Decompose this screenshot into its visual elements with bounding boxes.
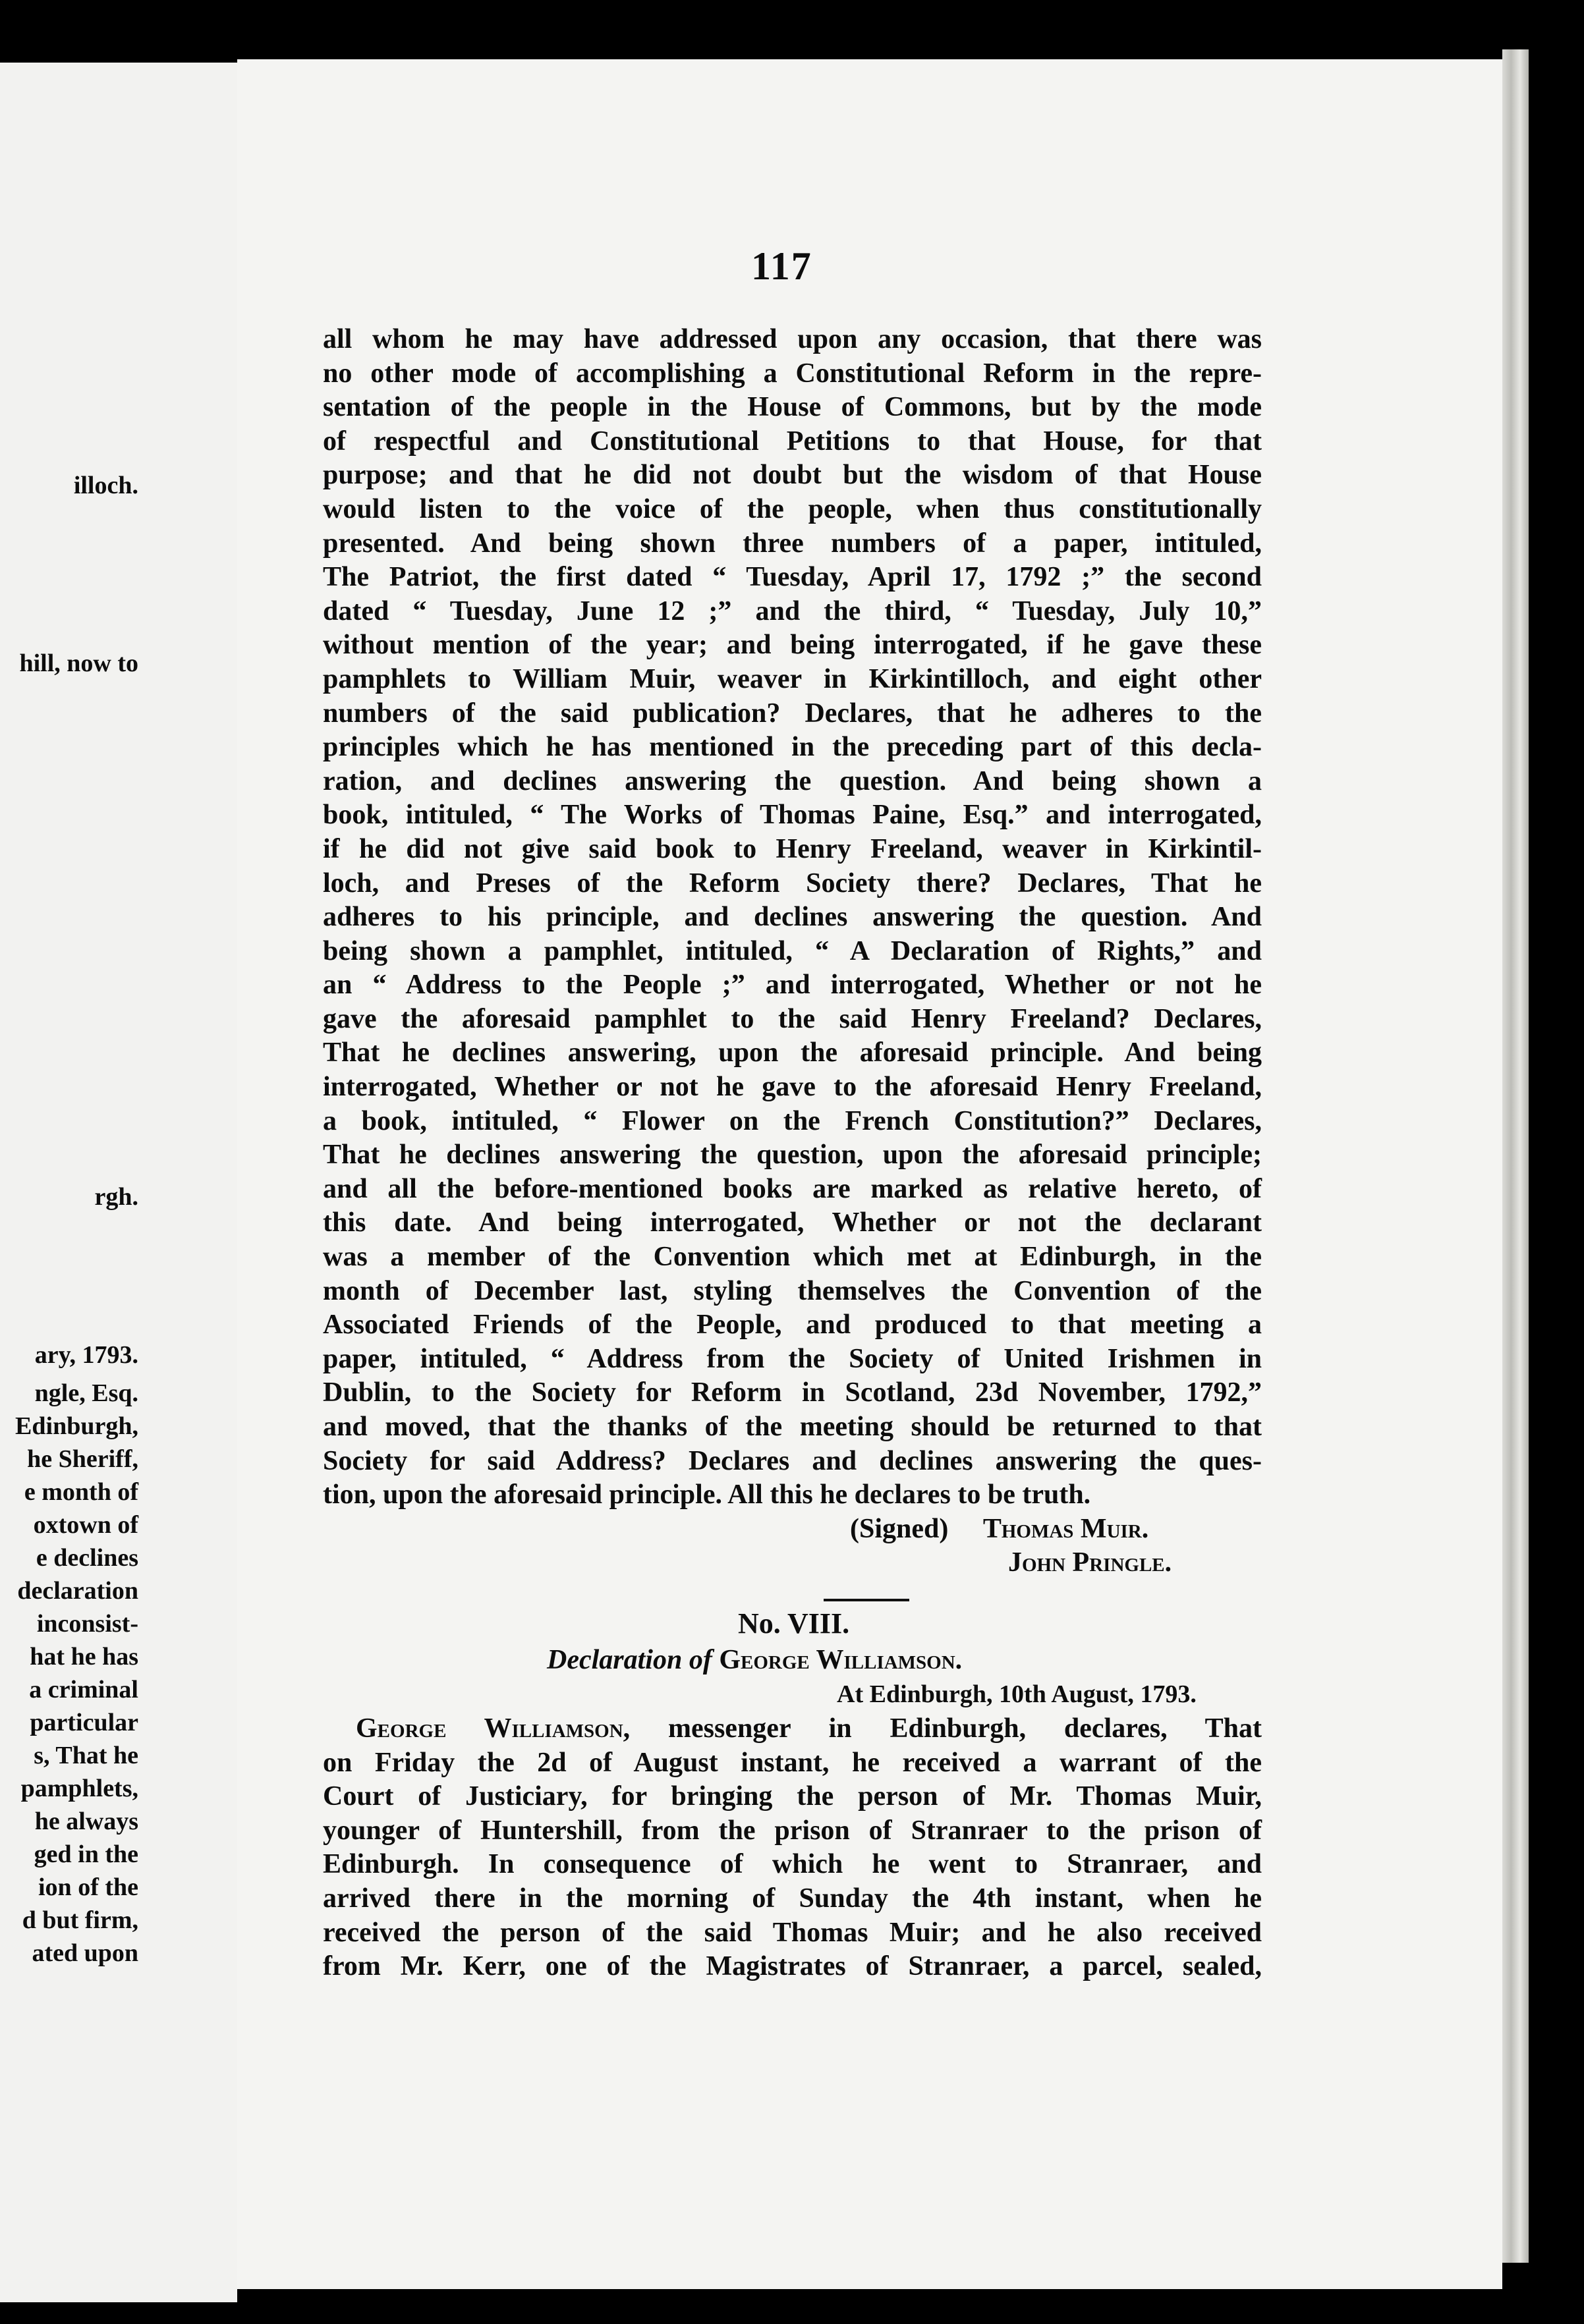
text-line: all whom he may have addressed upon any occasion, that there was [323, 324, 1262, 354]
text-line: sentation of the people in the House of Commons, but by the mode [323, 392, 1262, 423]
left-fragment: d but firm, [22, 1906, 138, 1934]
text-line: presented. And being shown three numbers of a paper, intituled, [323, 528, 1262, 559]
text-line: dated “ Tuesday, June 12 ;” and the third, “ Tuesday, July 10,” [323, 595, 1262, 626]
left-fragment: s, That he [34, 1742, 138, 1769]
left-fragment: declaration [17, 1577, 138, 1605]
text-line: book, intituled, “ The Works of Thomas Paine, Esq.” and interrogated, [323, 800, 1262, 831]
page-body [323, 323, 1262, 1984]
left-fragment: inconsist- [36, 1610, 138, 1638]
text-line: being shown a pamphlet, intituled, “ A Declaration of Rights,” and [323, 935, 1262, 966]
text-line: if he did not give said book to Henry Freeland, weaver in Kirkintil- [323, 833, 1262, 864]
left-fragment: ated upon [32, 1939, 138, 1967]
signatory-name: Thomas Muir. [982, 1513, 1149, 1544]
text-line: would listen to the voice of the people, when thus constitutionally [323, 493, 1262, 524]
text-line: no other mode of accomplishing a Constitutional Reform in the repre- [323, 358, 1262, 389]
text-line: Associated Friends of the People, and produced to that meeting a [323, 1310, 1262, 1341]
text-line: and all the before-mentioned books are marked as relative hereto, of [323, 1173, 1262, 1204]
left-fragment: e declines [36, 1544, 138, 1572]
left-fragment: he Sheriff, [27, 1445, 138, 1473]
left-fragment: ngle, Esq. [34, 1379, 138, 1407]
left-fragment: e month of [24, 1478, 138, 1506]
signature-line [323, 1546, 1262, 1580]
declaration-body-text [323, 323, 1262, 1512]
text-line: from Mr. Kerr, one of the Magistrates of Stranraer, a parcel, sealed, [323, 1951, 1262, 1982]
left-fragment: illoch. [73, 472, 138, 499]
text-line [323, 1712, 1262, 1746]
text-line: principles which he has mentioned in the preceding part of this decla- [323, 732, 1262, 763]
text-line: purpose; and that he did not doubt but the wisdom of that House [323, 460, 1262, 491]
left-fragment: ary, 1793. [34, 1341, 138, 1369]
text-line: pamphlets to William Muir, weaver in Kirkintilloch, and eight other [323, 663, 1262, 694]
signature-line [323, 1512, 1262, 1547]
declaration-title-italic: Declaration of [547, 1644, 712, 1675]
line-rest: messenger in Edinburgh, declares, That [667, 1713, 1262, 1744]
text-line: this date. And being interrogated, Whether or not the declarant [323, 1207, 1262, 1238]
page-number: 117 [751, 244, 812, 288]
text-line: Society for said Address? Declares and declines answering the ques- [323, 1445, 1262, 1476]
left-fragment: rgh. [94, 1183, 138, 1211]
text-line: month of December last, styling themselves the Convention of the [323, 1275, 1262, 1306]
text-line: on Friday the 2d of August instant, he received a warrant of the [323, 1747, 1262, 1778]
text-line: was a member of the Convention which met at Edinburgh, in the [323, 1242, 1262, 1273]
section-body-text [323, 1712, 1262, 1984]
text-line: younger of Huntershill, from the prison of Stranraer to the prison of [323, 1815, 1262, 1846]
lead-name: George Williamson, [356, 1713, 631, 1744]
text-line: adheres to his principle, and declines answering the question. And [323, 902, 1262, 933]
text-line: That he declines answering the question, upon the aforesaid principle; [323, 1140, 1262, 1171]
signature-block [323, 1512, 1262, 1580]
text-line: numbers of the said publication? Declares, that he adheres to the [323, 698, 1262, 729]
text-line: a book, intituled, “ Flower on the French Constitution?” Declares, [323, 1105, 1262, 1136]
left-fragment: Edinburgh, [15, 1412, 138, 1440]
signatory-name: John Pringle. [1008, 1547, 1172, 1578]
signed-label: (Signed) [850, 1513, 949, 1544]
section-divider [824, 1599, 909, 1601]
text-line: That he declines answering, upon the aforesaid principle. And being [323, 1038, 1262, 1068]
section-heading: No. VIII. [738, 1607, 850, 1640]
text-line: Court of Justiciary, for bringing the person of Mr. Thomas Muir, [323, 1781, 1262, 1812]
left-fragment: oxtown of [33, 1511, 138, 1539]
left-page [0, 63, 237, 2302]
left-fragment: hill, now to [19, 650, 138, 677]
left-fragment: he always [34, 1808, 138, 1835]
text-line: paper, intituled, “ Address from the Society of United Irishmen in [323, 1343, 1262, 1374]
text-line: of respectful and Constitutional Petitions to that House, for that [323, 426, 1262, 456]
text-line: gave the aforesaid pamphlet to the said Henry Freeland? Declares, [323, 1003, 1262, 1034]
left-fragment: ion of the [38, 1873, 138, 1901]
declaration-dateline: At Edinburgh, 10th August, 1793. [837, 1680, 1197, 1708]
left-fragment: a criminal [29, 1676, 138, 1703]
text-line: Edinburgh. In consequence of which he went to Stranraer, and [323, 1849, 1262, 1880]
text-line: and moved, that the thanks of the meeting should be returned to that [323, 1412, 1262, 1442]
text-line: without mention of the year; and being interrogated, if he gave these [323, 630, 1262, 661]
page-edge-stack [1502, 49, 1529, 2263]
left-fragment: particular [30, 1709, 138, 1736]
text-line: tion, upon the aforesaid principle. All this he declares to be truth. [323, 1480, 1091, 1510]
text-line: The Patriot, the first dated “ Tuesday, April 17, 1792 ;” the second [323, 562, 1262, 593]
text-line: an “ Address to the People ;” and interrogated, Whether or not he [323, 970, 1262, 1001]
text-line: arrived there in the morning of Sunday the 4th instant, when he [323, 1883, 1262, 1914]
text-line: loch, and Preses of the Reform Society there? Declares, That he [323, 868, 1262, 899]
left-fragment: hat he has [30, 1643, 138, 1671]
text-line: Dublin, to the Society for Reform in Scotland, 23d November, 1792,” [323, 1377, 1262, 1408]
left-fragment: pamphlets, [20, 1775, 138, 1802]
text-line: interrogated, Whether or not he gave to the aforesaid Henry Freeland, [323, 1072, 1262, 1103]
text-line: ration, and declines answering the question. And being shown a [323, 765, 1262, 796]
text-line: received the person of the said Thomas Muir; and he also received [323, 1917, 1262, 1948]
left-fragment: ged in the [34, 1840, 138, 1868]
declaration-title-name: George Williamson. [719, 1644, 963, 1675]
declaration-title [323, 1644, 1262, 1678]
